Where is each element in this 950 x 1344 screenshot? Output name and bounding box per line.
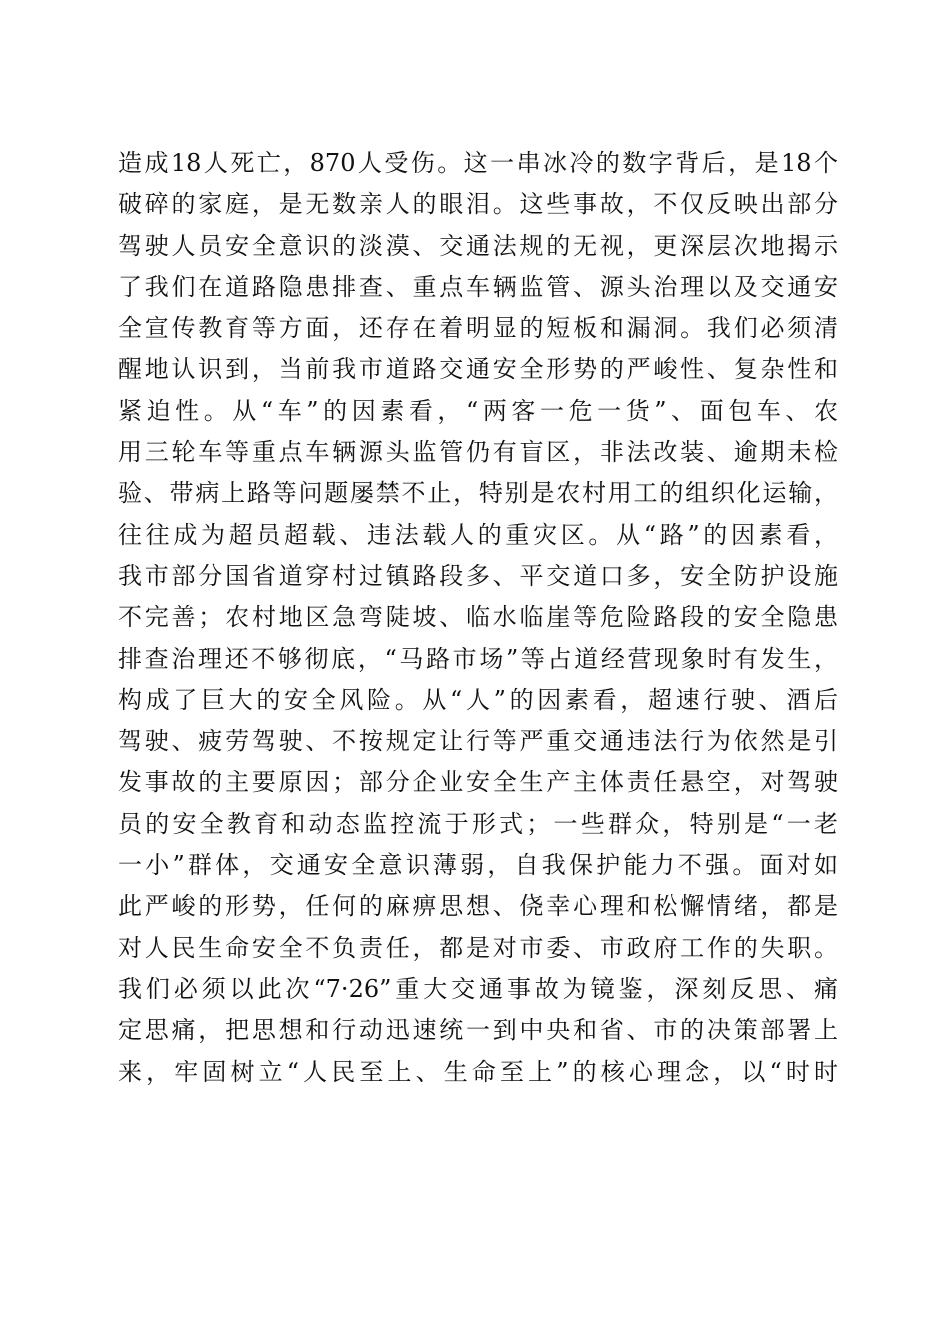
- text-line: 造成18人死亡，870人受伤。这一串冰冷的数字背后，是18个: [118, 149, 838, 177]
- text-line: 不完善；农村地区急弯陡坡、临水临崖等危险路段的安全隐患: [118, 603, 838, 632]
- body-text: [118, 143, 838, 1093]
- text-line: 破碎的家庭，是无数亲人的眼泪。这些事故，不仅反映出部分: [118, 190, 838, 219]
- text-line: 往往成为超员超载、违法载人的重灾区。从“路”的因素看，: [118, 520, 838, 549]
- text-line: 全宣传教育等方面，还存在着明显的短板和漏洞。我们必须清: [118, 314, 838, 343]
- text-line: 我市部分国省道穿村过镇路段多、平交道口多，安全防护设施: [118, 561, 838, 590]
- text-line: 紧迫性。从“车”的因素看，“两客一危一货”、面包车、农: [118, 396, 838, 425]
- text-line: 驾驶人员安全意识的淡漠、交通法规的无视，更深层次地揭示: [118, 231, 838, 260]
- text-line: 对人民生命安全不负责任，都是对市委、市政府工作的失职。: [118, 933, 838, 962]
- text-line: 了我们在道路隐患排查、重点车辆监管、源头治理以及交通安: [118, 272, 838, 301]
- text-line: 一小”群体，交通安全意识薄弱，自我保护能力不强。面对如: [118, 851, 838, 880]
- text-line: 用三轮车等重点车辆源头监管仍有盲区，非法改装、逾期未检: [118, 438, 838, 467]
- text-line: 排查治理还不够彻底，“马路市场”等占道经营现象时有发生，: [118, 644, 838, 673]
- text-line: 发事故的主要原因；部分企业安全生产主体责任悬空，对驾驶: [118, 768, 838, 797]
- text-line: 验、带病上路等问题屡禁不止，特别是农村用工的组织化运输，: [118, 479, 838, 508]
- text-line: 驾驶、疲劳驾驶、不按规定让行等严重交通违法行为依然是引: [118, 727, 838, 756]
- text-line: 员的安全教育和动态监控流于形式；一些群众，特别是“一老: [118, 809, 838, 838]
- text-line: 来，牢固树立“人民至上、生命至上”的核心理念，以“时时: [118, 1057, 838, 1086]
- text-line: 我们必须以此次“7·26”重大交通事故为镜鉴，深刻反思、痛: [118, 974, 838, 1003]
- text-line: 醒地认识到，当前我市道路交通安全形势的严峻性、复杂性和: [118, 355, 838, 384]
- text-line: 定思痛，把思想和行动迅速统一到中央和省、市的决策部署上: [118, 1016, 838, 1045]
- text-line: 此严峻的形势，任何的麻痹思想、侥幸心理和松懈情绪，都是: [118, 892, 838, 921]
- text-line: 构成了巨大的安全风险。从“人”的因素看，超速行驶、酒后: [118, 685, 838, 714]
